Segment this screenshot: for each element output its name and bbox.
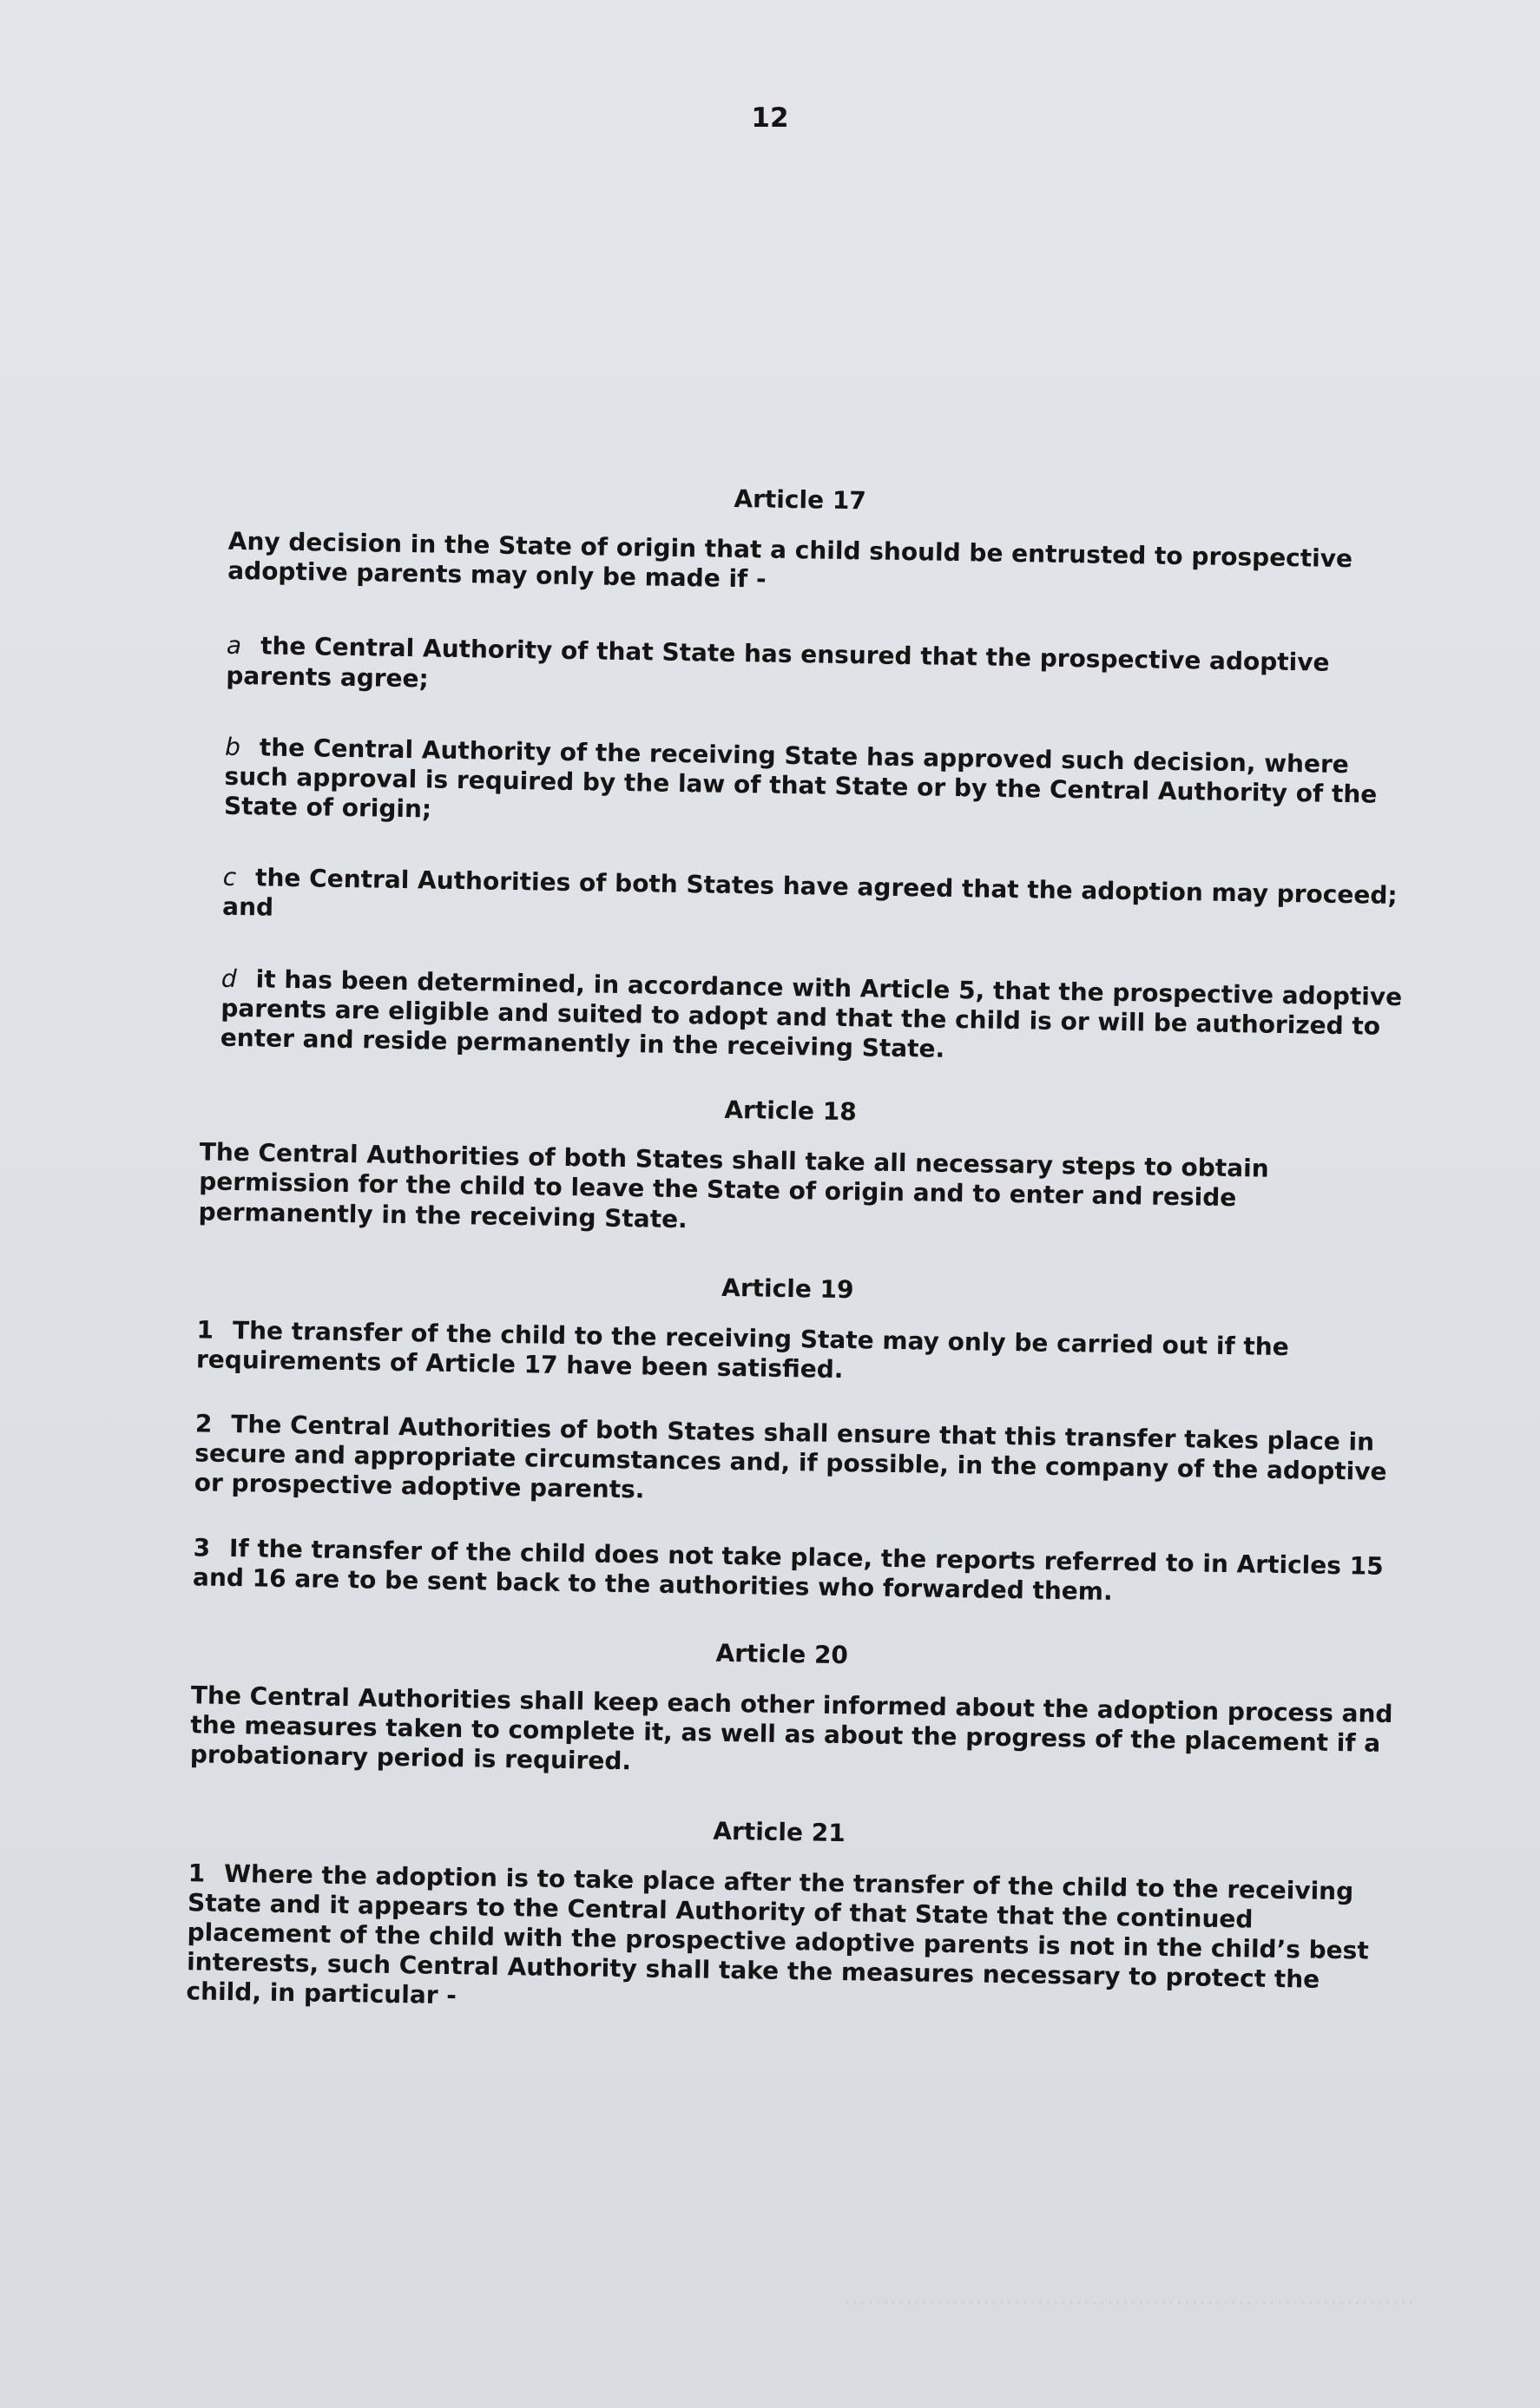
paragraph-number: 1 — [188, 1858, 206, 1888]
article-20-text — [164, 1681, 1398, 1789]
paragraph-text: it has been determined, in accordance with Article 5, that the prospective adoptive parents are eligible and suited to adopt and that the child is or will be authorized to enter and reside permanently in the receiving State. — [220, 964, 1403, 1063]
paragraph-number: 1 — [196, 1315, 214, 1345]
paragraph-text: Any decision in the State of origin that a child should be entrusted to prospective adoptive parents may only be made if - — [227, 526, 1353, 594]
article-18-text — [172, 1137, 1405, 1246]
article-19-para-3 — [167, 1532, 1400, 1611]
item-label: b — [224, 732, 241, 761]
article-19-heading: Article 19 — [721, 1273, 854, 1304]
item-label: d — [220, 964, 237, 993]
article-17-item-d — [175, 963, 1409, 1071]
item-label: c — [222, 863, 237, 892]
paragraph-number: 3 — [193, 1532, 211, 1563]
paragraph-text: Where the adoption is to take place after the transfer of the child to the receiving State and it appears to the Central Authority of that State that the continued placement of the child with the prospective adoptive parents is not in the child’s best interests, such Central Authority shall take the measures necessary to protect the child, in particular - — [186, 1859, 1370, 2010]
article-17-item-b — [179, 732, 1412, 840]
paragraph-text: The transfer of the child to the receiving State may only be carried out if the requirements of Article 17 have been satisfied. — [195, 1315, 1290, 1385]
paragraph-number: 2 — [194, 1409, 213, 1438]
article-21-heading: Article 21 — [713, 1816, 846, 1847]
document-body — [160, 476, 1417, 2026]
page-number: 12 — [751, 102, 789, 134]
paragraph-text: the Central Authorities of both States have agreed that the adoption may proceed; and — [221, 863, 1398, 923]
article-20-heading: Article 20 — [715, 1638, 849, 1670]
paragraph-text: the Central Authority of that State has ensured that the prospective adoptive parents agree; — [226, 631, 1330, 694]
article-18-heading: Article 18 — [724, 1095, 858, 1127]
paragraph-text: The Central Authorities shall keep each other informed about the adoption process and the measures taken to complete it, as well as about the progress of the placement if a probationary period is required. — [189, 1681, 1393, 1776]
item-label: a — [226, 631, 242, 661]
article-19-para-2 — [168, 1409, 1402, 1517]
paragraph-text: The Central Authorities of both States shall ensure that this transfer takes place in secure and appropriate circumstances and, if possible, in the company of the adoptive or prospective adoptive parents. — [194, 1410, 1387, 1504]
article-17-item-c — [177, 862, 1411, 941]
article-21-para-1 — [160, 1858, 1395, 2025]
paragraph-text: If the transfer of the child does not take place, the reports referred to in Articles 15 and 16 are to be sent back to the authorities who forwarded them. — [192, 1533, 1384, 1606]
article-19-para-1 — [170, 1315, 1404, 1394]
article-17-intro — [182, 526, 1416, 605]
article-17-heading: Article 17 — [734, 484, 867, 516]
document-page: .......................................................................... 12 Article 17 Any decision in the State of origin that a child should be entrusted to prospective adoptive parents may only be made if - a the Central Authority of that State has ensured that the prospective adoptive parents agree; b the Central Authority of the receiving State has approved such decision, where such approval is required by the law of that State or by the Central Authority of the State of origin; c the Central Authorities of both States have agreed that the adoption may proceed; and d it has been determined, in accordance with Article 5, that the prospective adoptive parents are eligible and suited to adopt and that the child is or will be authorized to enter and reside permanently in the receiving State. Article 18 The Central Authorities of both States shall take all necessary steps to obtain permission for the child to leave the State of origin and to enter and reside permanently in the receiving State. Article 19 1 The transfer of the child to the receiving State may only be carried out if the requirements of Article 17 have been satisfied. 2 The Central Authorities of both States shall ensure that this transfer takes place in secure and appropriate circumstances and, if possible, in the company of the adoptive or prospective adoptive parents. 3 If the transfer of the child does not take place, the reports referred to in Articles 15 and 16 are to be sent back to the authorities who forwarded them. Article 20 The Central Authorities shall keep each other informed about the adoption process and the measures taken to complete it, as well as about the progress of the placement if a probationary period is required. Article 21 1 Where the adoption is to take place after the transfer of the child to the receiving State and it appears to the Central Authority of that State that the continued placement of the child with the prospective adoptive parents is not in the child’s best interests, such Central Authority shall take the measures necessary to protect the child, in particular - — [0, 0, 1540, 2408]
paragraph-text: the Central Authority of the receiving State has approved such decision, where such approval is required by the law of that State or by the Central Authority of the State of origin; — [223, 733, 1378, 824]
article-17-item-a — [181, 630, 1414, 709]
paragraph-text: The Central Authorities of both States shall take all necessary steps to obtain permission for the child to leave the State of origin and to enter and reside permanently in the receiving State. — [198, 1137, 1269, 1234]
